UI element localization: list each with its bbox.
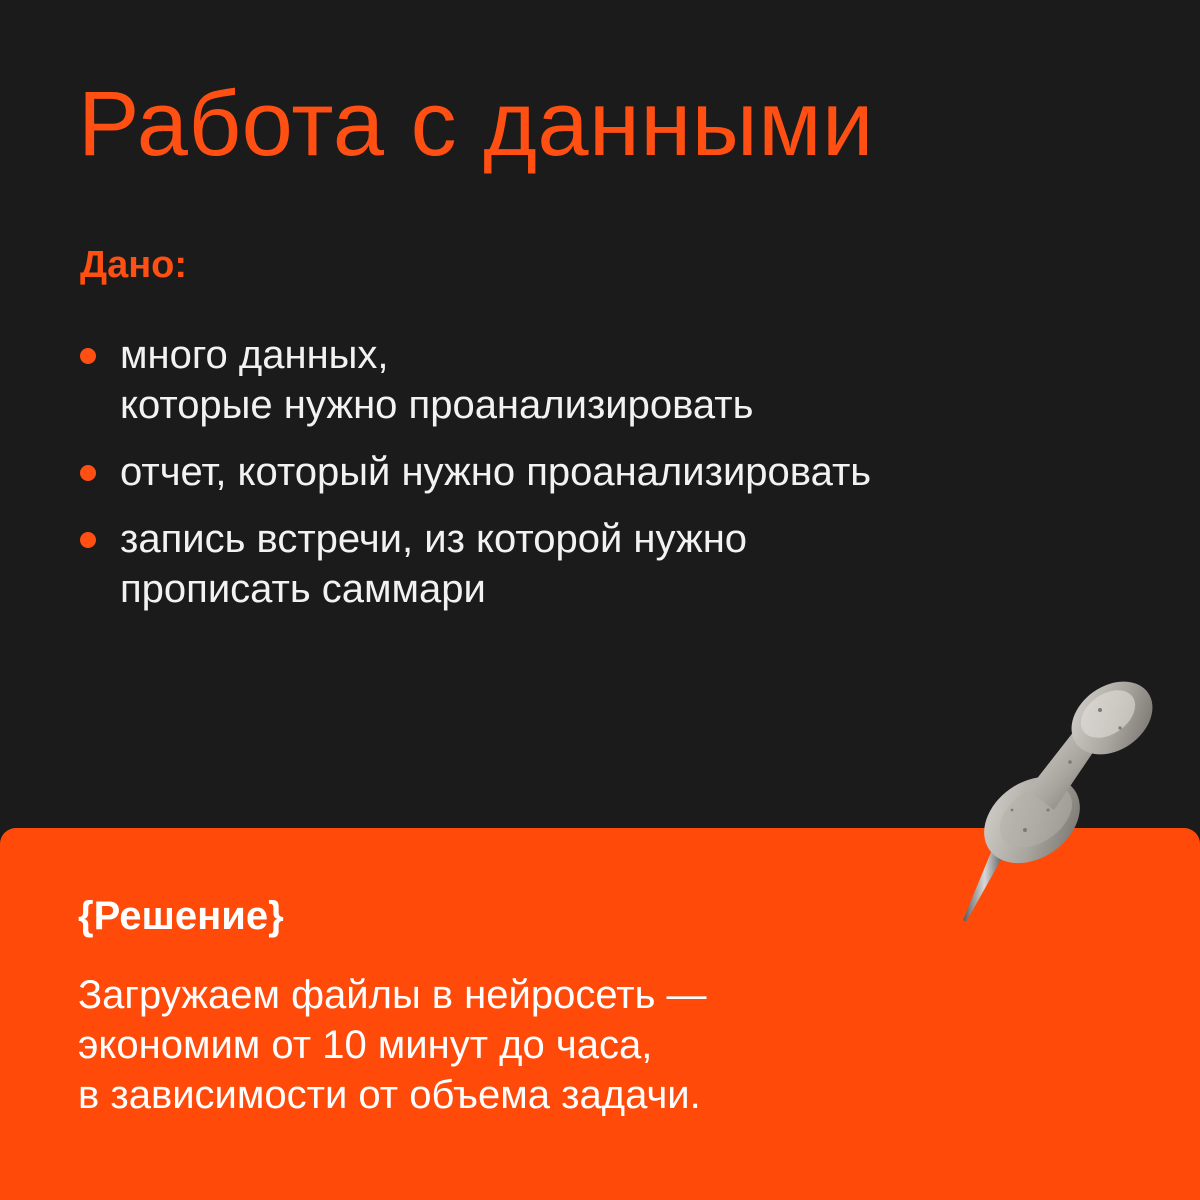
- bullet-dot-icon: [80, 465, 96, 481]
- list-item-text: которые нужно проанализировать: [120, 383, 754, 427]
- list-item-text: много данных,: [120, 333, 389, 377]
- solution-label: {Решение}: [78, 894, 284, 938]
- bullet-dot-icon: [80, 348, 96, 364]
- solution-line: экономим от 10 минут до часа,: [78, 1023, 653, 1067]
- list-item: [80, 514, 1160, 614]
- given-label: Дано:: [80, 244, 188, 286]
- list-item-text: прописать саммари: [120, 567, 486, 611]
- solution-line: Загружаем файлы в нейросеть —: [78, 973, 707, 1017]
- list-item: [80, 447, 1160, 497]
- given-list: [80, 330, 1160, 631]
- list-item-text: отчет, который нужно проанализировать: [120, 450, 872, 494]
- push-pin-icon: [950, 670, 1180, 940]
- page-title: Работа с данными: [78, 73, 874, 175]
- solution-line: в зависимости от объема задачи.: [78, 1073, 701, 1117]
- list-item-text: запись встречи, из которой нужно: [120, 517, 748, 561]
- solution-text: [78, 970, 707, 1120]
- list-item: [80, 330, 1160, 430]
- bullet-dot-icon: [80, 532, 96, 548]
